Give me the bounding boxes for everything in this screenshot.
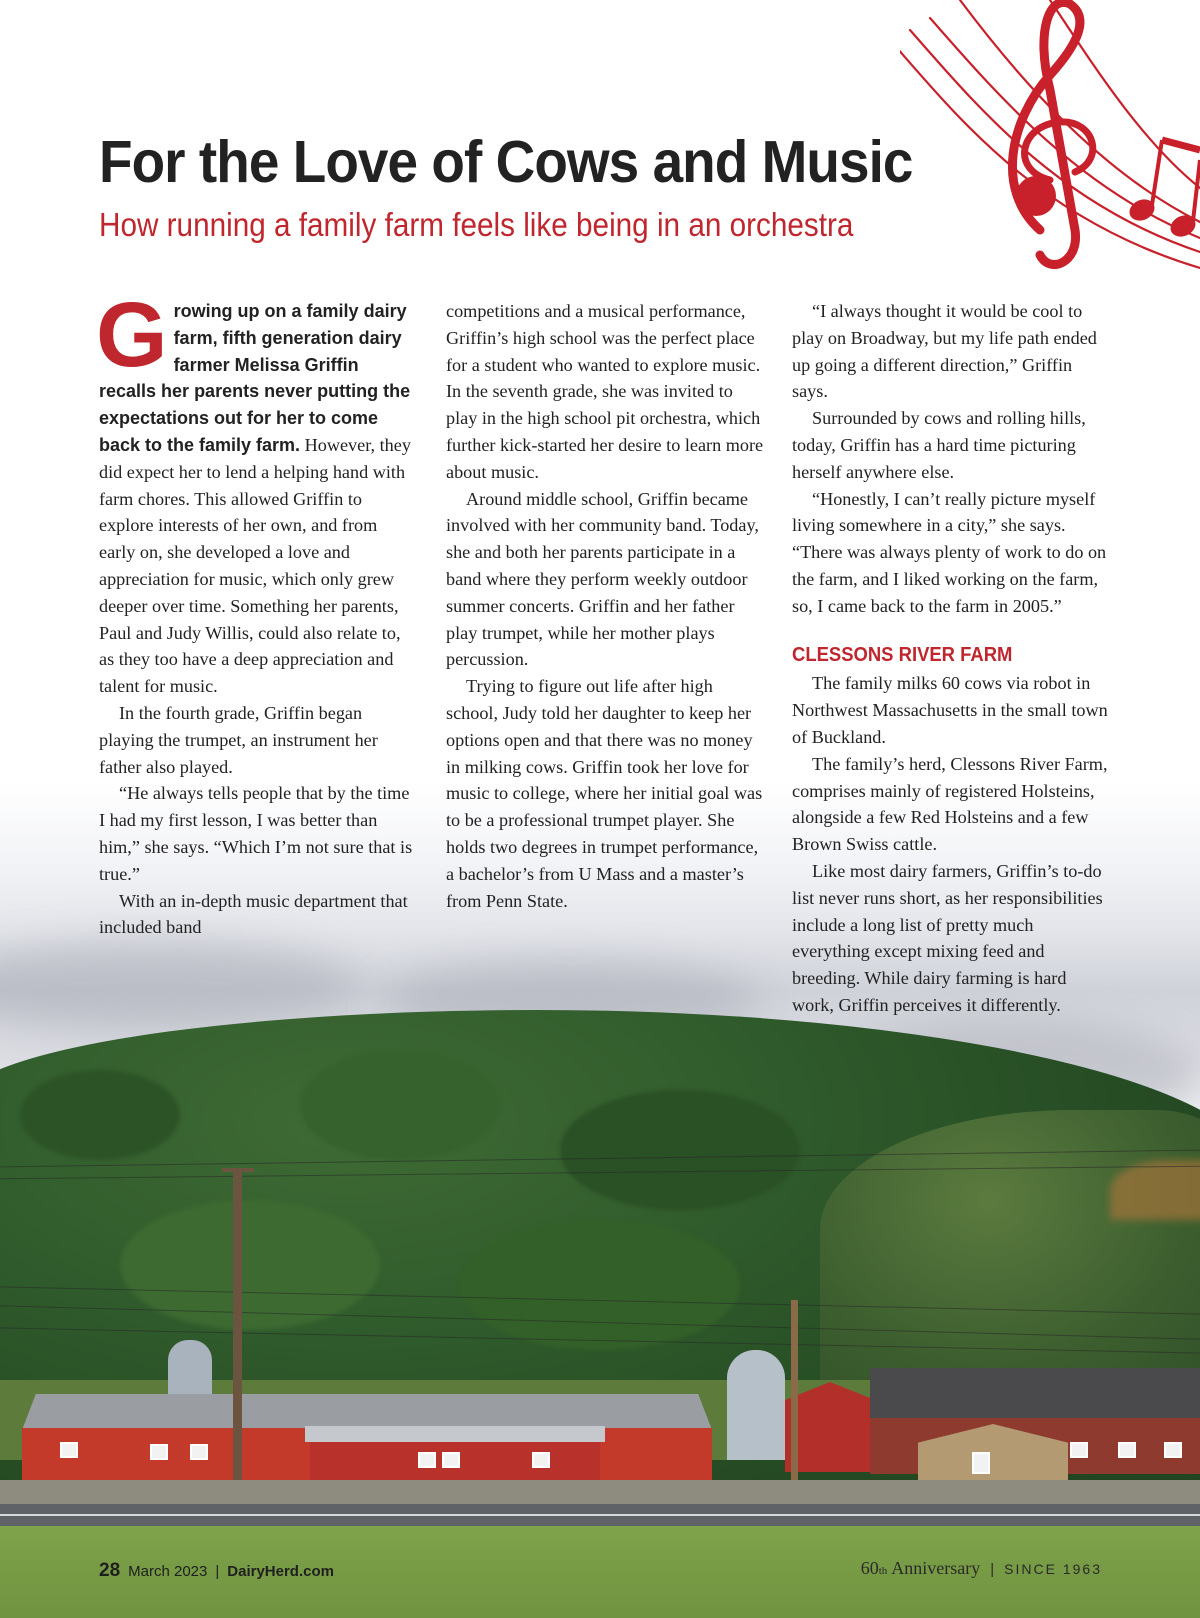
article-headline: For the Love of Cows and Music <box>99 129 913 195</box>
utility-pole <box>791 1300 798 1505</box>
tree-canopy <box>300 1050 500 1160</box>
barn-window <box>532 1452 550 1468</box>
anniversary-word: Anniversary <box>891 1558 981 1578</box>
barn-roof <box>305 1426 605 1442</box>
paragraph: In the fourth grade, Griffin began playing the trumpet, an instrument her father also played. <box>99 702 378 777</box>
section-heading: CLESSONS RIVER FARM <box>792 642 1013 666</box>
paragraph: Trying to figure out life after high school, Judy told her daughter to keep her options open and that there was no money in milking cows. Griffin took her love for music to college, where her initial goal was to be a professional trumpet player. She holds two degrees in trumpet performance, a bachelor’s from U Mass and a master’s from Penn State. <box>446 676 763 911</box>
barn-window <box>150 1444 168 1460</box>
separator: | <box>990 1561 995 1578</box>
barn-window <box>442 1452 460 1468</box>
paragraph: “I always thought it would be cool to play on Broadway, but my life path ended up going a different direction,” Griffin says. <box>792 301 1097 402</box>
paragraph: The family’s herd, Clessons River Farm, comprises mainly of registered Holsteins, alongside a few Red Holsteins and a few Brown Swiss cattle. <box>792 753 1108 855</box>
text-column-2 <box>446 298 764 914</box>
since-year: SINCE 1963 <box>1004 1561 1102 1577</box>
utility-pole <box>233 1168 242 1528</box>
paragraph: “Honestly, I can’t really picture myself living somewhere in a city,” she says. “There was always plenty of work to do on the farm, and I liked working on the farm, so, I came back to the farm in 2005.” <box>792 488 1107 616</box>
anniversary-suffix: th <box>878 1565 888 1577</box>
paragraph: Surrounded by cows and rolling hills, today, Griffin has a hard time picturing herself anywhere else. <box>792 408 1086 482</box>
paragraph <box>96 284 417 700</box>
paragraph-text: However, they did expect her to lend a helping hand with farm chores. This allowed Griffin to explore interests of her own, and from early on, she developed a love and appreciation for music, which only grew deeper over time. Something her parents, Paul and Judy Willis, could also relate to, as they too have a deep appreciation and talent for music. <box>99 434 411 697</box>
road-line <box>0 1514 1200 1516</box>
grain-silo <box>727 1350 785 1460</box>
yard <box>0 1480 1200 1506</box>
anniversary-badge <box>861 1558 1102 1579</box>
separator: | <box>215 1563 220 1580</box>
paragraph: “He always tells people that by the time I had my first lesson, I was better than him,” she says. “Which I’m not sure that is true.” <box>99 783 413 884</box>
tree-canopy <box>460 1220 740 1350</box>
page-number: 28 <box>99 1560 121 1581</box>
treble-clef <box>1012 2 1079 264</box>
lead-in: rowing up on a family dairy farm, fifth generation dairy farmer Melissa Griffin recalls her parents never putting the expectations out for her to come back to the family farm. <box>99 301 411 455</box>
issue-date: March 2023 <box>128 1563 208 1580</box>
note-beam <box>1162 140 1200 150</box>
paragraph: With an in-depth music department that included band <box>99 890 408 938</box>
barn-window <box>1164 1442 1182 1458</box>
staff-line <box>1050 0 1200 188</box>
text-column-1 <box>96 284 417 941</box>
barn-window <box>418 1452 436 1468</box>
silo <box>168 1340 212 1398</box>
article-subhead: How running a family farm feels like being in an orchestra <box>99 206 854 243</box>
red-barn-tall <box>785 1382 875 1472</box>
text-column-3 <box>792 298 1112 1019</box>
barn-window <box>1070 1442 1088 1458</box>
note-stem <box>1152 140 1162 205</box>
anniversary-number: 60 <box>860 1558 879 1578</box>
drop-cap: G <box>96 284 168 386</box>
barn-roof <box>870 1368 1200 1420</box>
barn-roof <box>22 1394 712 1430</box>
utility-pole-crossarm <box>222 1168 254 1172</box>
barn-window <box>1118 1442 1136 1458</box>
paragraph: Around middle school, Griffin became involved with her community band. Today, she and both her parents participate in a band where they perform weekly outdoor summer concerts. Griffin and her father play trumpet, while her mother plays percussion. <box>446 488 759 670</box>
paragraph: Like most dairy farmers, Griffin’s to-do list never runs short, as her responsibilities include a long list of pretty much everything except mixing feed and breeding. While dairy farming is hard work, Griffin perceives it differently. <box>792 860 1103 1015</box>
barn-window <box>190 1444 208 1460</box>
note-head <box>1016 176 1056 216</box>
page-folio <box>99 1560 334 1582</box>
barn-window <box>60 1442 78 1458</box>
tree-canopy <box>20 1070 180 1160</box>
treble-clef-and-notes-icon <box>900 0 1200 290</box>
paragraph: competitions and a musical performance, Griffin’s high school was the perfect place for a student who wanted to explore music. In the seventh grade, she was invited to play in the high school pit orchestra, which further kick-started her desire to learn more about music. <box>446 301 764 482</box>
website-link[interactable]: DairyHerd.com <box>227 1563 334 1580</box>
tree-canopy <box>560 1090 800 1210</box>
house-window <box>972 1452 990 1474</box>
note-stem <box>1193 160 1200 221</box>
paragraph: The family milks 60 cows via robot in Northwest Massachusetts in the small town of Buckland. <box>792 673 1108 747</box>
